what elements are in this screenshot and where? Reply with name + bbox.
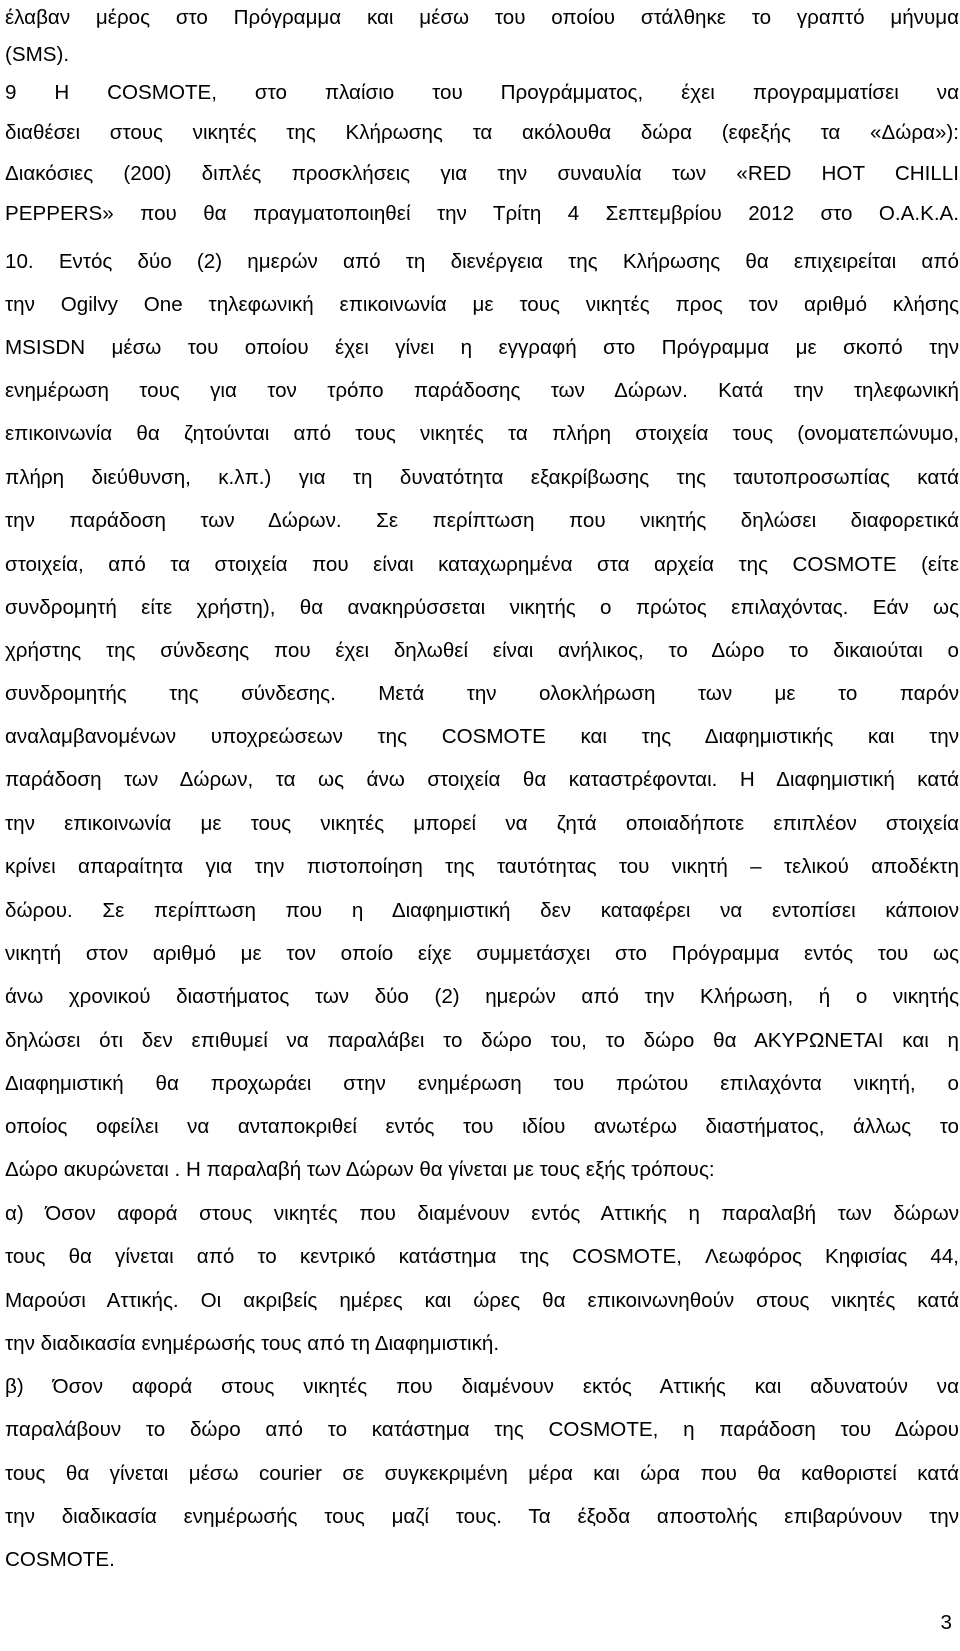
text-line: Δώρο ακυρώνεται . Η παραλαβή των Δώρων θα γίνεται με τους εξής τρόπους: bbox=[5, 1158, 715, 1181]
text-line: παράδοση των Δώρων, τα ως άνω στοιχεία θα καταστρέφονται. Η Διαφημιστική κατά bbox=[5, 768, 959, 791]
text-line: δώρου. Σε περίπτωση που η Διαφημιστική δεν καταφέρει να εντοπίσει κάποιον bbox=[5, 899, 959, 922]
text-line: MSISDN μέσω του οποίου έχει γίνει η εγγραφή στο Πρόγραμμα με σκοπό την bbox=[5, 336, 959, 359]
text-line: τους θα γίνεται μέσω courier σε συγκεκριμένη μέρα και ώρα που θα καθοριστεί κατά bbox=[5, 1462, 959, 1485]
text-line: α) Όσον αφορά στους νικητές που διαμένουν εντός Αττικής η παραλαβή των δώρων bbox=[5, 1202, 959, 1225]
text-line: συνδρομητής της σύνδεσης. Μετά την ολοκλήρωση των με το παρόν bbox=[5, 682, 959, 705]
text-line: Διαφημιστική θα προχωράει στην ενημέρωση του πρώτου επιλαχόντα νικητή, ο bbox=[5, 1072, 959, 1095]
text-line: Μαρούσι Αττικής. Οι ακριβείς ημέρες και ώρες θα επικοινωνηθούν στους νικητές κατά bbox=[5, 1289, 959, 1312]
text-line: χρήστης της σύνδεσης που έχει δηλωθεί είναι ανήλικος, το Δώρο το δικαιούται ο bbox=[5, 639, 959, 662]
text-line: 10. Εντός δύο (2) ημερών από τη διενέργεια της Κλήρωσης θα επιχειρείται από bbox=[5, 250, 959, 273]
text-line: την διαδικασία ενημέρωσής τους μαζί τους. Τα έξοδα αποστολής επιβαρύνουν την bbox=[5, 1505, 959, 1528]
text-line: β) Όσον αφορά στους νικητές που διαμένουν εκτός Αττικής και αδυνατούν να bbox=[5, 1375, 959, 1398]
text-line: την Ogilvy One τηλεφωνική επικοινωνία με τους νικητές προς τον αριθμό κλήσης bbox=[5, 293, 959, 316]
text-line: 9 Η COSMOTE, στο πλαίσιο του Προγράμματος, έχει προγραμματίσει να bbox=[5, 81, 959, 104]
text-line: νικητή στον αριθμό με τον οποίο είχε συμμετάσχει στο Πρόγραμμα εντός του ως bbox=[5, 942, 959, 965]
text-line: (SMS). bbox=[5, 43, 70, 66]
text-line: διαθέσει στους νικητές της Κλήρωσης τα ακόλουθα δώρα (εφεξής τα «Δώρα»): bbox=[5, 121, 959, 144]
text-line: παραλάβουν το δώρο από το κατάστημα της COSMOTE, η παράδοση του Δώρου bbox=[5, 1418, 959, 1441]
text-line: κρίνει απαραίτητα για την πιστοποίηση της ταυτότητας του νικητή – τελικού αποδέκτη bbox=[5, 855, 959, 878]
text-line: την επικοινωνία με τους νικητές μπορεί να ζητά οποιαδήποτε επιπλέον στοιχεία bbox=[5, 812, 959, 835]
text-line: συνδρομητή είτε χρήστη), θα ανακηρύσσεται νικητής ο πρώτος επιλαχόντας. Εάν ως bbox=[5, 596, 959, 619]
text-line: οποίος οφείλει να ανταποκριθεί εντός του ιδίου ανωτέρω διαστήματος, άλλως το bbox=[5, 1115, 959, 1138]
text-line: τους θα γίνεται από το κεντρικό κατάστημα της COSMOTE, Λεωφόρος Κηφισίας 44, bbox=[5, 1245, 959, 1268]
text-line: πλήρη διεύθυνση, κ.λπ.) για τη δυνατότητα εξακρίβωσης της ταυτοπροσωπίας κατά bbox=[5, 466, 959, 489]
text-line: επικοινωνία θα ζητούνται από τους νικητές τα πλήρη στοιχεία τους (ονοματεπώνυμο, bbox=[5, 422, 959, 445]
text-line: άνω χρονικού διαστήματος των δύο (2) ημερών από την Κλήρωση, ή ο νικητής bbox=[5, 985, 959, 1008]
text-line: αναλαμβανομένων υποχρεώσεων της COSMOTE και της Διαφημιστικής και την bbox=[5, 725, 959, 748]
page-number: 3 bbox=[940, 1611, 952, 1634]
text-line: Διακόσιες (200) διπλές προσκλήσεις για την συναυλία των «RED HOT CHILLI bbox=[5, 162, 959, 185]
text-line: PEPPERS» που θα πραγματοποιηθεί την Τρίτη 4 Σεπτεμβρίου 2012 στο Ο.Α.Κ.Α. bbox=[5, 202, 959, 225]
text-line: την παράδοση των Δώρων. Σε περίπτωση που νικητής δηλώσει διαφορετικά bbox=[5, 509, 959, 532]
text-line: έλαβαν μέρος στο Πρόγραμμα και μέσω του οποίου στάλθηκε το γραπτό μήνυμα bbox=[5, 6, 959, 29]
text-line: COSMOTE. bbox=[5, 1548, 115, 1571]
text-line: στοιχεία, από τα στοιχεία που είναι καταχωρημένα στα αρχεία της COSMOTE (είτε bbox=[5, 553, 959, 576]
text-line: την διαδικασία ενημέρωσής τους από τη Διαφημιστική. bbox=[5, 1332, 500, 1355]
text-line: ενημέρωση τους για τον τρόπο παράδοσης των Δώρων. Κατά την τηλεφωνική bbox=[5, 379, 959, 402]
text-line: δηλώσει ότι δεν επιθυμεί να παραλάβει το δώρο του, το δώρο θα ΑΚΥΡΩΝΕΤΑΙ και η bbox=[5, 1029, 959, 1052]
